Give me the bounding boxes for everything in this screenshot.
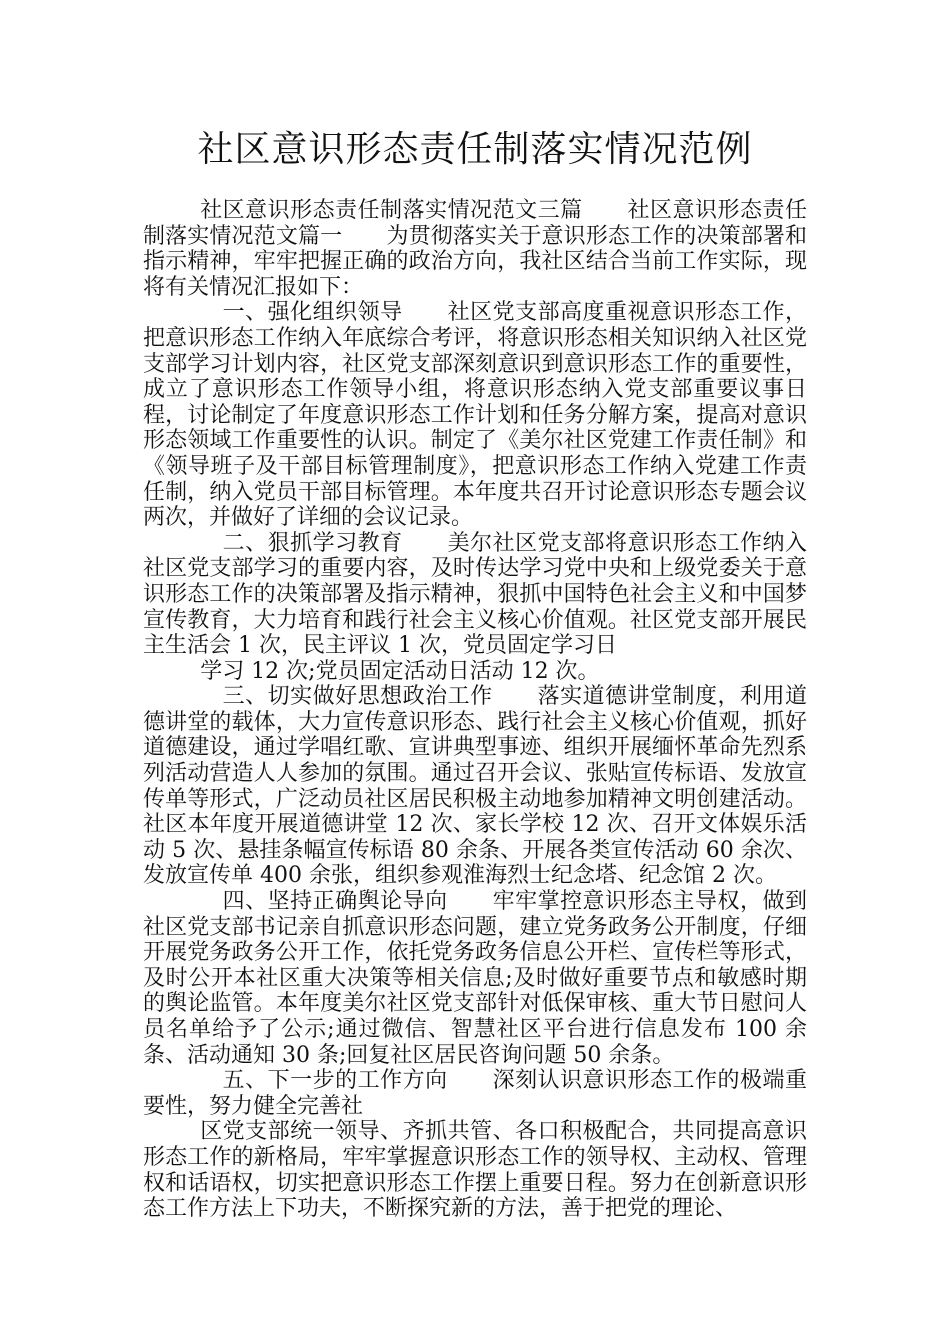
paragraph-section-3: 三、切实做好思想政治工作 落实道德讲堂制度，利用道德讲堂的载体，大力宣传意识形态、践行社会主义核心价值观，抓好道德建设，通过学唱红歌、宣讲典型事迹、组织开展缅怀革命先烈系列活动营造人人参加的氛围。通过召开会议、张贴宣传标语、发放宣传单等形式，广泛动员社区居民积极主动地参加精神文明创建活动。社区本年度开展道德讲堂 12 次、家长学校 12 次、召开文体娱乐活动 5 次、悬挂条幅宣传标语 80 余条、开展各类宣传活动 60 余次、发放宣传单 400 余张，组织参观淮海烈士纪念塔、纪念馆 2 次。 — [143, 684, 807, 889]
paragraph-section-2-continued: 学习 12 次;党员固定活动日活动 12 次。 — [200, 658, 600, 684]
paragraph-section-2: 二、狠抓学习教育 美尔社区党支部将意识形态工作纳入社区党支部学习的重要内容，及时传达学习党中央和上级党委关于意识形态工作的决策部署及指示精神，狠抓中国特色社会主义和中国梦宣传教育，大力培育和践行社会主义核心价值观。社区党支部开展民主生活会 1 次，民主评议 1 次，党员固定学习日 — [143, 530, 807, 659]
paragraph-intro: 社区意识形态责任制落实情况范文三篇 社区意识形态责任制落实情况范文篇一 为贯彻落实关于意识形态工作的决策部署和指示精神，牢牢把握正确的政治方向，我社区结合当前工作实际，现将有关情况汇报如下： — [143, 198, 807, 300]
document-body — [143, 198, 807, 1222]
paragraph-section-5-continued: 区党支部统一领导、齐抓共管、各口积极配合，共同提高意识形态工作的新格局，牢牢掌握意识形态工作的领导权、主动权、管理权和话语权，切实把意识形态工作摆上重要日程。努力在创新意识形态工作方法上下功夫，不断探究新的方法，善于把党的理论、 — [143, 1119, 807, 1222]
paragraph-section-4: 四、坚持正确舆论导向 牢牢掌控意识形态主导权，做到社区党支部书记亲自抓意识形态问题，建立党务政务公开制度，仔细开展党务政务公开工作，依托党务政务信息公开栏、宣传栏等形式，及时公开本社区重大决策等相关信息;及时做好重要节点和敏感时期的舆论监管。本年度美尔社区党支部针对低保审核、重大节日慰问人员名单给予了公示;通过微信、智慧社区平台进行信息发布 100 余条、活动通知 30 条;回复社区居民咨询问题 50 余条。 — [143, 889, 807, 1068]
paragraph-section-5: 五、下一步的工作方向 深刻认识意识形态工作的极端重要性，努力健全完善社 — [143, 1068, 807, 1119]
paragraph-section-1: 一、强化组织领导 社区党支部高度重视意识形态工作，把意识形态工作纳入年底综合考评，将意识形态相关知识纳入社区党支部学习计划内容，社区党支部深刻意识到意识形态工作的重要性，成立了意识形态工作领导小组，将意识形态纳入党支部重要议事日程，讨论制定了年度意识形态工作计划和任务分解方案，提高对意识形态领域工作重要性的认识。制定了《美尔社区党建工作责任制》和《领导班子及干部目标管理制度》，把意识形态工作纳入党建工作责任制，纳入党员干部目标管理。本年度共召开讨论意识形态专题会议两次，并做好了详细的会议记录。 — [143, 300, 807, 531]
document-title: 社区意识形态责任制落实情况范例 — [197, 129, 753, 170]
